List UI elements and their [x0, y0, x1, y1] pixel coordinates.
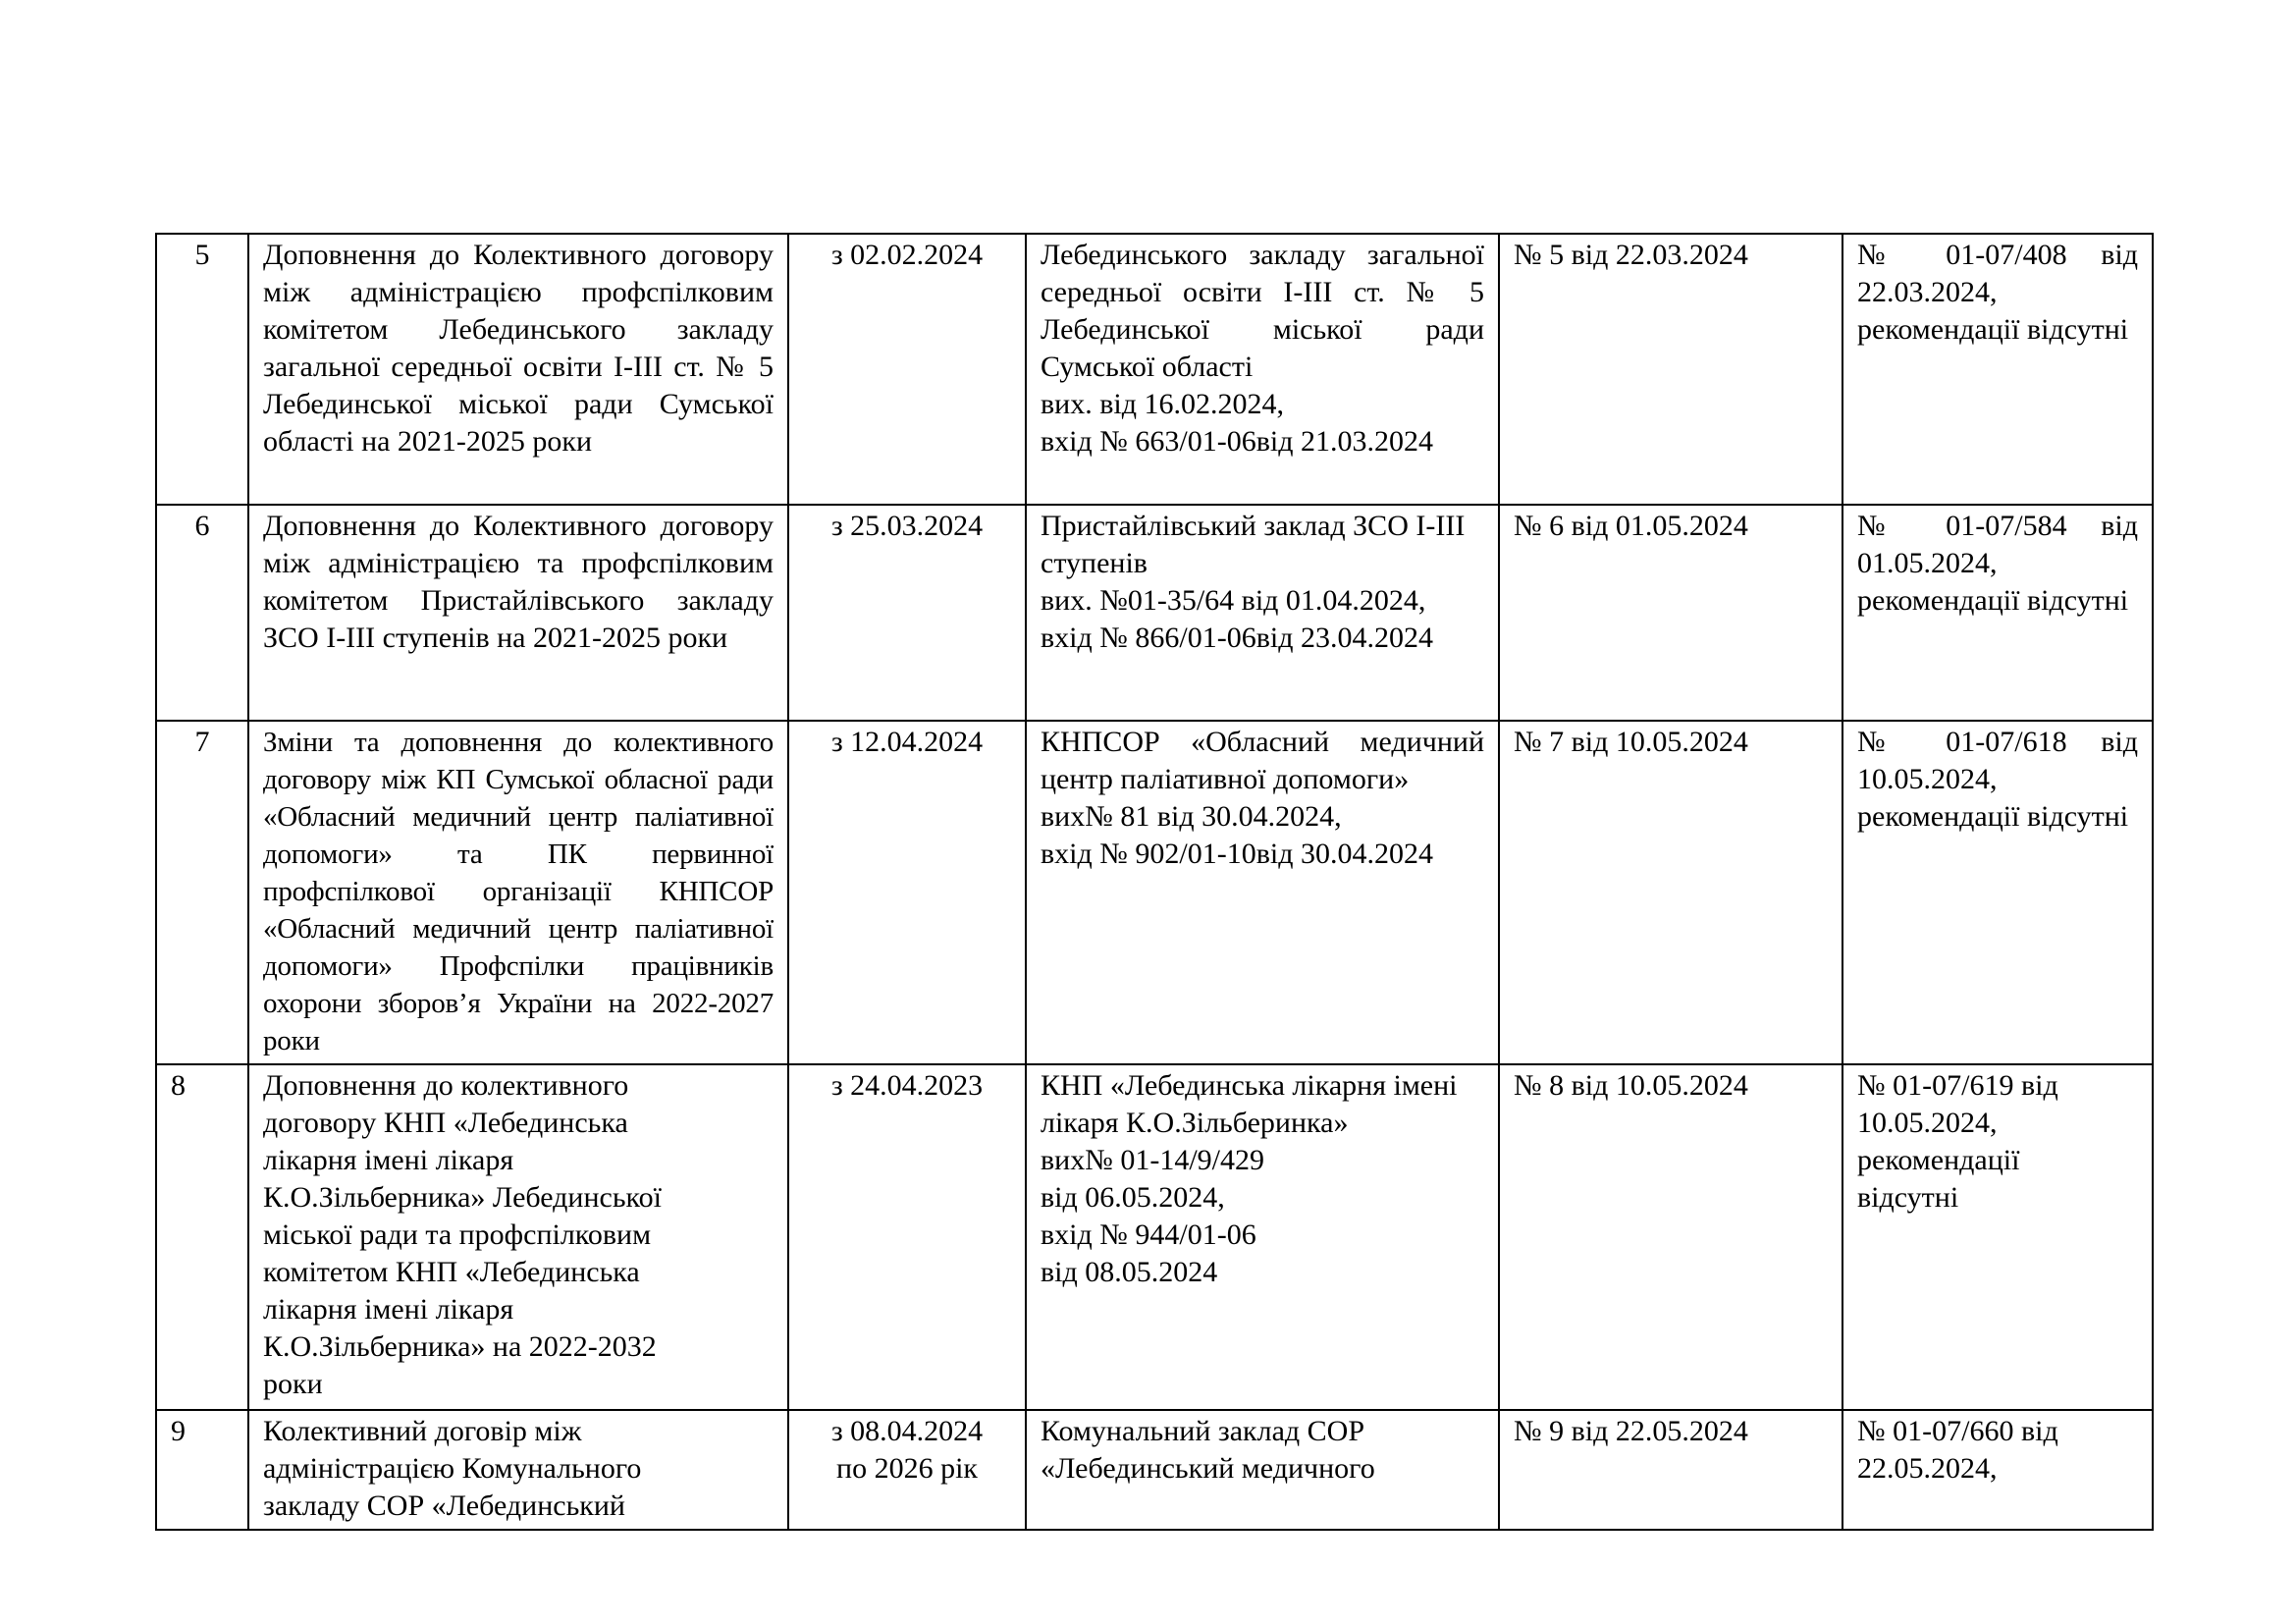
registration-number: № 6 від 01.05.2024 — [1499, 505, 1842, 721]
table-row — [156, 505, 2153, 721]
agreement-title: Зміни та доповнення до колективного договору між КП Сумської обласної ради «Обласний медичний центр паліативної допомоги» та ПК первинної профспілкової організації КНПСОР «Обласний медичний центр паліативної допомоги» Профспілки працівників охорони зборов’я України на 2022-2027 роки — [248, 721, 788, 1064]
registration-number: № 5 від 22.03.2024 — [1499, 234, 1842, 505]
table-row — [156, 234, 2153, 505]
notification-letter: № 01-07/618 від 10.05.2024, рекомендації відсутні — [1842, 721, 2153, 1064]
effective-period: з 08.04.2024 по 2026 рік — [788, 1410, 1026, 1530]
registration-number: № 7 від 10.05.2024 — [1499, 721, 1842, 1064]
table-row — [156, 1064, 2153, 1410]
registration-number: № 8 від 10.05.2024 — [1499, 1064, 1842, 1410]
row-number: 6 — [156, 505, 248, 721]
notification-letter: № 01-07/619 від 10.05.2024, рекомендації відсутні — [1842, 1064, 2153, 1410]
submitting-organization: Пристайлівський заклад ЗСО І-ІІІ ступенів вих. №01-35/64 від 01.04.2024, вхід № 866/01-06від 23.04.2024 — [1026, 505, 1499, 721]
submitting-organization: Лебединського закладу загальної середньої освіти І-ІІІ ст. № 5 Лебединської міської ради Сумської області вих. від 16.02.2024, вхід № 663/01-06від 21.03.2024 — [1026, 234, 1499, 505]
submitting-organization: КНП «Лебединська лікарня імені лікаря К.О.Зільберинка» вих№ 01-14/9/429 від 06.05.2024, вхід № 944/01-06 від 08.05.2024 — [1026, 1064, 1499, 1410]
registration-number: № 9 від 22.05.2024 — [1499, 1410, 1842, 1530]
row-number: 5 — [156, 234, 248, 505]
submitting-organization: Комунальний заклад СОР «Лебединський медичного — [1026, 1410, 1499, 1530]
notification-letter: № 01-07/660 від 22.05.2024, — [1842, 1410, 2153, 1530]
table-row — [156, 721, 2153, 1064]
effective-period: з 12.04.2024 — [788, 721, 1026, 1064]
table-row — [156, 1410, 2153, 1530]
notification-letter: № 01-07/408 від 22.03.2024, рекомендації відсутні — [1842, 234, 2153, 505]
agreement-title: Колективний договір між адміністрацією Комунального закладу СОР «Лебединський — [248, 1410, 788, 1530]
agreement-title: Доповнення до Колективного договору між адміністрацією профспілковим комітетом Лебединського закладу загальної середньої освіти І-ІІІ ст. № 5 Лебединської міської ради Сумської області на 2021-2025 роки — [248, 234, 788, 505]
registry-table — [155, 233, 2154, 1531]
agreement-title: Доповнення до Колективного договору між адміністрацією та профспілковим комітетом Пристайлівського закладу ЗСО І-ІІІ ступенів на 2021-2025 роки — [248, 505, 788, 721]
submitting-organization: КНПСОР «Обласний медичний центр паліативної допомоги» вих№ 81 від 30.04.2024, вхід № 902/01-10від 30.04.2024 — [1026, 721, 1499, 1064]
row-number: 8 — [156, 1064, 248, 1410]
notification-letter: № 01-07/584 від 01.05.2024, рекомендації відсутні — [1842, 505, 2153, 721]
effective-period: з 02.02.2024 — [788, 234, 1026, 505]
row-number: 9 — [156, 1410, 248, 1530]
effective-period: з 24.04.2023 — [788, 1064, 1026, 1410]
row-number: 7 — [156, 721, 248, 1064]
effective-period: з 25.03.2024 — [788, 505, 1026, 721]
agreement-title: Доповнення до колективного договору КНП «Лебединська лікарня імені лікаря К.О.Зільберника» Лебединської міської ради та профспілковим комітетом КНП «Лебединська лікарня імені лікаря К.О.Зільберника» на 2022-2032 роки — [248, 1064, 788, 1410]
